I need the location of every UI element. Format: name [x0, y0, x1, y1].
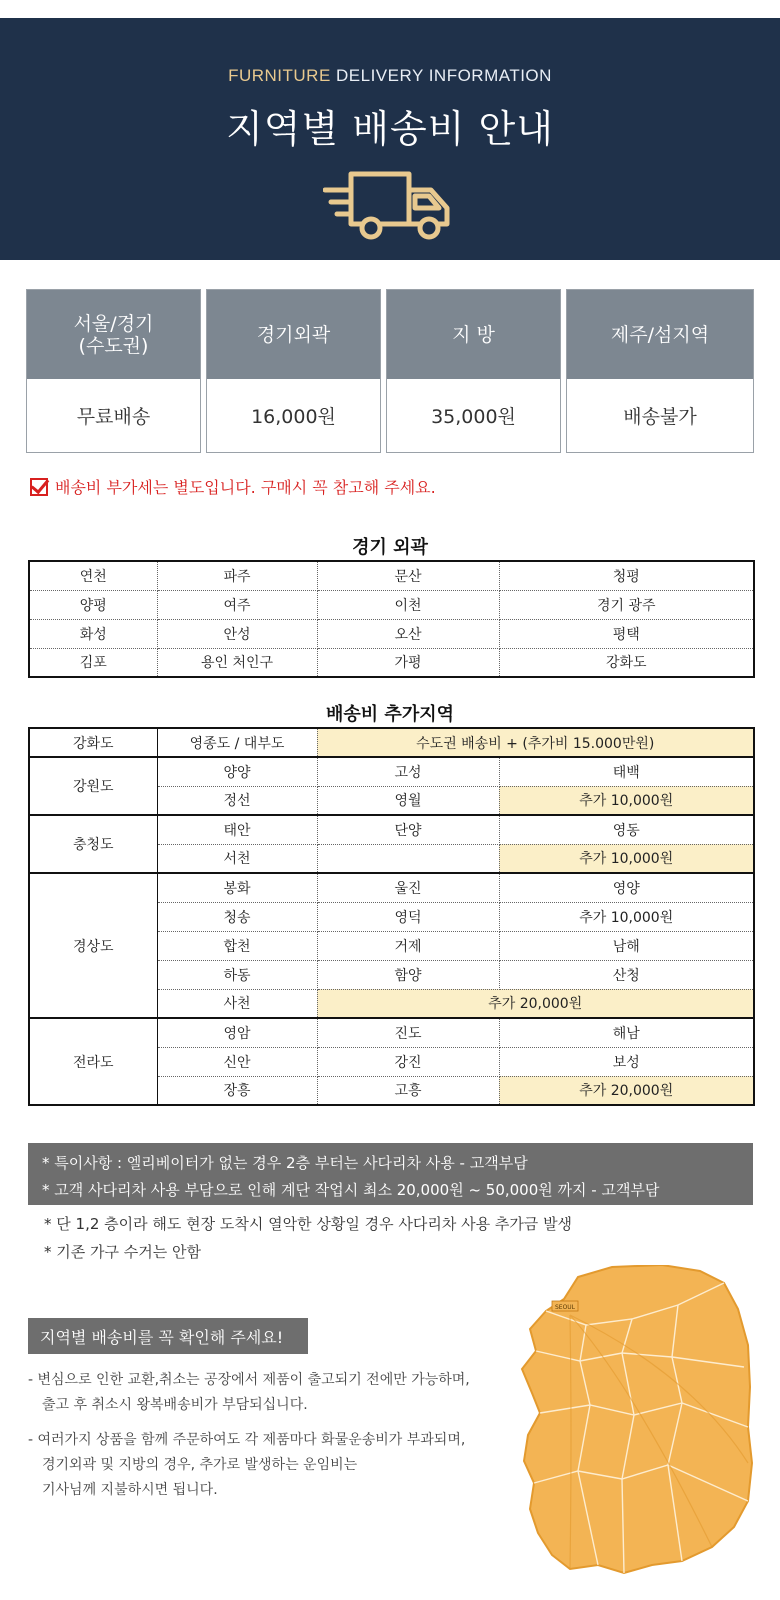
table-cell: 태안	[157, 815, 317, 844]
price-region: 제주/섬지역	[567, 290, 753, 379]
price-fee: 배송불가	[623, 406, 697, 428]
table-cell: 영양	[499, 873, 754, 902]
table-cell: 영동	[499, 815, 754, 844]
table-cell: 고흥	[317, 1076, 499, 1105]
extra-region-table	[28, 727, 755, 1106]
table-cell: 영종도 / 대부도	[157, 728, 317, 757]
special-note: * 특이사항 : 엘리베이터가 없는 경우 2층 부터는 사다리차 사용 - 고객부담	[42, 1154, 528, 1172]
table-cell: 태백	[499, 757, 754, 786]
checkmark-icon	[30, 478, 48, 496]
table-row	[29, 619, 754, 648]
table-cell: 강진	[317, 1047, 499, 1076]
price-box-capital	[26, 289, 201, 453]
special-notes-box	[28, 1143, 753, 1205]
table-cell: 남해	[499, 931, 754, 960]
table-row	[29, 728, 754, 757]
table-cell: 평택	[499, 619, 754, 648]
region-name: 전라도	[29, 1018, 157, 1105]
table-cell: 단양	[317, 815, 499, 844]
price-box-outer	[206, 289, 381, 453]
table-cell: 봉화	[157, 873, 317, 902]
table-cell: 청평	[499, 561, 754, 590]
table-cell: 진도	[317, 1018, 499, 1047]
table-cell: 함양	[317, 960, 499, 989]
fee-cell: 추가 10,000원	[499, 844, 754, 873]
table-cell: 신안	[157, 1047, 317, 1076]
extra-notes	[44, 1210, 572, 1266]
vat-notice: 배송비 부가세는 별도입니다. 구매시 꼭 참고해 주세요.	[30, 475, 436, 498]
table-row	[29, 815, 754, 844]
region-name: 강원도	[29, 757, 157, 815]
table-cell: 연천	[29, 561, 157, 590]
table-cell: 이천	[317, 590, 499, 619]
table-cell: 양양	[157, 757, 317, 786]
table-cell: 청송	[157, 902, 317, 931]
fee-cell: 추가 10,000원	[499, 786, 754, 815]
table-cell	[317, 844, 499, 873]
table-cell: 고성	[317, 757, 499, 786]
korea-map-illustration	[512, 1265, 762, 1575]
table-cell: 안성	[157, 619, 317, 648]
table-cell: 오산	[317, 619, 499, 648]
table-row	[29, 873, 754, 902]
table-cell: 영월	[317, 786, 499, 815]
price-box-province	[386, 289, 561, 453]
region-name: 충청도	[29, 815, 157, 873]
table-cell: 김포	[29, 648, 157, 677]
table-row	[29, 1018, 754, 1047]
table-row	[29, 590, 754, 619]
table-cell: 양평	[29, 590, 157, 619]
table-cell: 여주	[157, 590, 317, 619]
table-cell: 강화도	[499, 648, 754, 677]
table-cell: 울진	[317, 873, 499, 902]
price-box-island	[566, 289, 754, 453]
outer-section-title: 경기 외곽	[352, 537, 428, 558]
price-region: 경기외곽	[207, 290, 380, 379]
price-region: 지 방	[387, 290, 560, 379]
guide-paragraph-exchange: - 변심으로 인한 교환,취소는 공장에서 제품이 출고되기 전에만 가능하며, 출고 후 취소시 왕복배송비가 부담되십니다.	[28, 1372, 470, 1413]
extra-section-title: 배송비 추가지역	[326, 704, 454, 725]
table-cell: 용인 처인구	[157, 648, 317, 677]
guide-title: 지역별 배송비를 꼭 확인해 주세요!	[28, 1318, 308, 1354]
page-title: 지역별 배송비 안내	[226, 107, 554, 151]
table-row	[29, 648, 754, 677]
table-row	[29, 757, 754, 786]
fee-cell: 추가 20,000원	[317, 989, 754, 1018]
table-cell: 해남	[499, 1018, 754, 1047]
special-note: * 고객 사다리차 사용 부담으로 인해 계단 작업시 최소 20,000원 ~ 50,000원 까지 - 고객부담	[42, 1181, 660, 1199]
table-cell: 장흥	[157, 1076, 317, 1105]
fee-cell: 추가 20,000원	[499, 1076, 754, 1105]
table-cell: 파주	[157, 561, 317, 590]
table-cell: 정선	[157, 786, 317, 815]
table-row	[29, 561, 754, 590]
map-label-seoul: SEOUL	[554, 1304, 576, 1311]
hero-banner	[0, 18, 780, 260]
fee-cell: 수도권 배송비 + (추가비 15.000만원)	[317, 728, 754, 757]
table-cell: 문산	[317, 561, 499, 590]
price-fee: 35,000원	[431, 406, 516, 428]
region-name: 강화도	[29, 728, 157, 757]
table-cell: 보성	[499, 1047, 754, 1076]
guide-paragraph-freight: - 여러가지 상품을 함께 주문하여도 각 제품마다 화물운송비가 부과되며, 경기외곽 및 지방의 경우, 추가로 발생하는 운임비는 기사님께 지불하시면 됩니다.	[28, 1432, 466, 1498]
price-fee: 무료배송	[76, 406, 151, 428]
fee-cell: 추가 10,000원	[499, 902, 754, 931]
table-cell: 경기 광주	[499, 590, 754, 619]
special-note: * 기존 가구 수거는 안함	[44, 1243, 201, 1261]
table-cell: 거제	[317, 931, 499, 960]
table-cell: 영덕	[317, 902, 499, 931]
region-name: 경상도	[29, 873, 157, 1018]
table-cell: 서천	[157, 844, 317, 873]
table-cell: 하동	[157, 960, 317, 989]
price-fee: 16,000원	[251, 406, 336, 428]
table-cell: 합천	[157, 931, 317, 960]
table-cell: 사천	[157, 989, 317, 1018]
hero-subtitle: FURNITURE DELIVERY INFORMATION	[228, 66, 552, 85]
outer-region-table	[28, 560, 755, 678]
special-note: * 단 1,2 층이라 해도 현장 도착시 열악한 상황일 경우 사다리차 사용 추가금 발생	[44, 1215, 573, 1233]
table-cell: 영암	[157, 1018, 317, 1047]
delivery-truck-icon	[323, 166, 453, 244]
table-cell: 화성	[29, 619, 157, 648]
price-region: 서울/경기 (수도권)	[27, 290, 200, 379]
price-summary	[26, 289, 754, 453]
table-cell: 산청	[499, 960, 754, 989]
table-cell: 가평	[317, 648, 499, 677]
